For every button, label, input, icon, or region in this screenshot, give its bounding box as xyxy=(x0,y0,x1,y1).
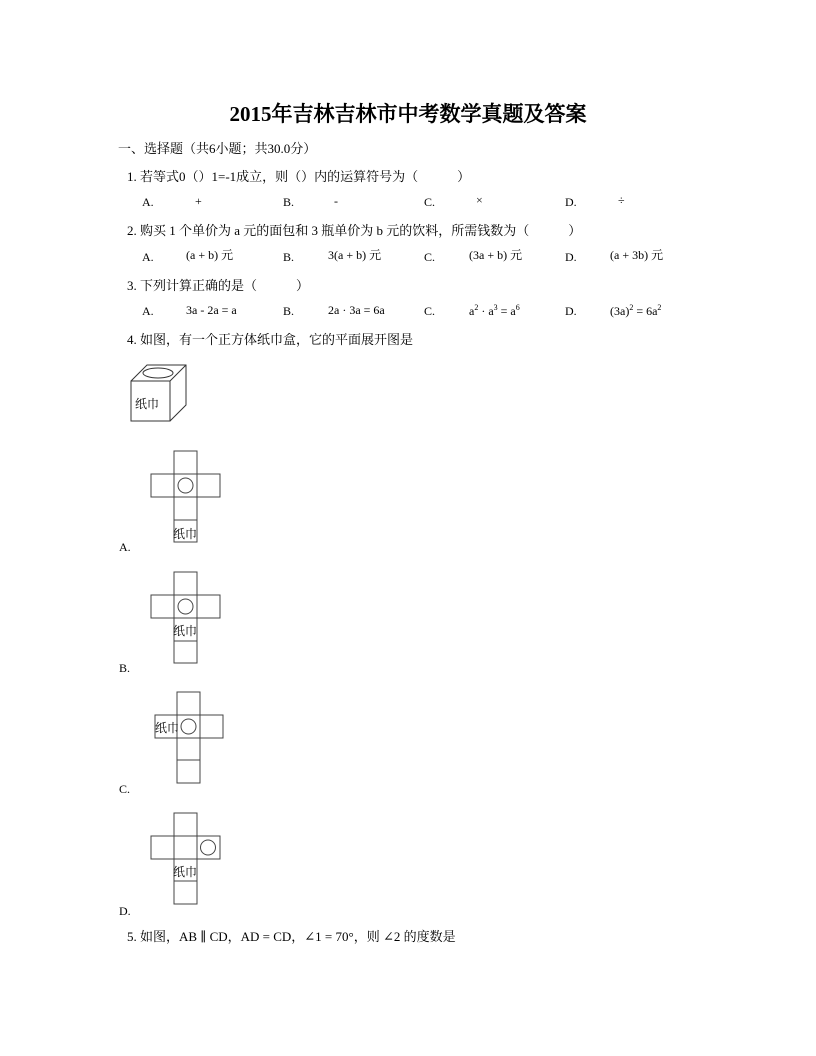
q3-option-a-text: 3a - 2a = a xyxy=(186,303,237,317)
q2-option-a-letter: A. xyxy=(142,250,154,264)
q1-option-b-letter: B. xyxy=(283,195,295,209)
q2-option-a-text: (a + b) 元 xyxy=(186,248,234,262)
q3-option-a-letter: A. xyxy=(142,304,154,318)
q4-option-a-letter: A. xyxy=(119,540,131,554)
q4-option-c-letter: C. xyxy=(119,782,131,796)
net-c-figure xyxy=(154,691,226,786)
tissue-box-figure xyxy=(128,362,190,424)
tissue-box-label: 纸巾 xyxy=(135,397,160,411)
q2-option-b-letter: B. xyxy=(283,250,295,264)
net-b-label: 纸巾 xyxy=(173,624,198,638)
q4-option-d-letter: D. xyxy=(119,904,131,918)
q3-option-c-letter: C. xyxy=(424,304,436,318)
net-c-label: 纸巾 xyxy=(155,721,180,735)
question-3-stem: 3. 下列计算正确的是（ ） xyxy=(127,278,310,293)
question-4-stem: 4. 如图，有一个正方体纸巾盒，它的平面展开图是 xyxy=(127,332,414,347)
net-b-figure xyxy=(150,571,222,666)
q3-option-d-text: $(3a)^2 = 6a^2$ xyxy=(610,303,662,318)
question-2-stem: 2. 购买 1 个单价为 a 元的面包和 3 瓶单价为 b 元的饮料，所需钱数为（ ） xyxy=(127,223,582,238)
question-5-stem: 5. 如图，AB ∥ CD，AD = CD，∠1 = 70°，则 ∠2 的度数是 xyxy=(127,929,456,944)
q1-option-c-text: × xyxy=(476,193,483,207)
q1-option-a-letter: A. xyxy=(142,195,154,209)
q2-option-c-text: (3a + b) 元 xyxy=(469,248,523,262)
net-a-figure xyxy=(150,450,222,545)
page-title: 2015年吉林吉林市中考数学真题及答案 xyxy=(229,102,587,126)
q3-option-b-text: 2a · 3a = 6a xyxy=(328,303,385,317)
net-a-label: 纸巾 xyxy=(173,527,198,541)
q4-option-b-letter: B. xyxy=(119,661,131,675)
q3-option-b-letter: B. xyxy=(283,304,295,318)
net-d-label: 纸巾 xyxy=(173,865,198,879)
q1-option-d-letter: D. xyxy=(565,195,577,209)
q3-option-c-text: $a^2 \cdot a^3 = a^6$ xyxy=(469,303,520,318)
q2-option-d-letter: D. xyxy=(565,250,577,264)
q2-option-b-text: 3(a + b) 元 xyxy=(328,248,382,262)
q1-option-a-text: + xyxy=(195,194,202,208)
q1-option-d-text: ÷ xyxy=(618,193,625,207)
q1-option-c-letter: C. xyxy=(424,195,436,209)
net-d-figure xyxy=(150,812,222,907)
q1-option-b-text: - xyxy=(334,194,338,208)
q3-option-d-letter: D. xyxy=(565,304,577,318)
section-heading: 一、选择题（共6小题；共30.0分） xyxy=(118,141,317,156)
q2-option-d-text: (a + 3b) 元 xyxy=(610,248,664,262)
question-1-stem: 1. 若等式0（）1=-1成立，则（）内的运算符号为（ ） xyxy=(127,169,471,184)
q2-option-c-letter: C. xyxy=(424,250,436,264)
